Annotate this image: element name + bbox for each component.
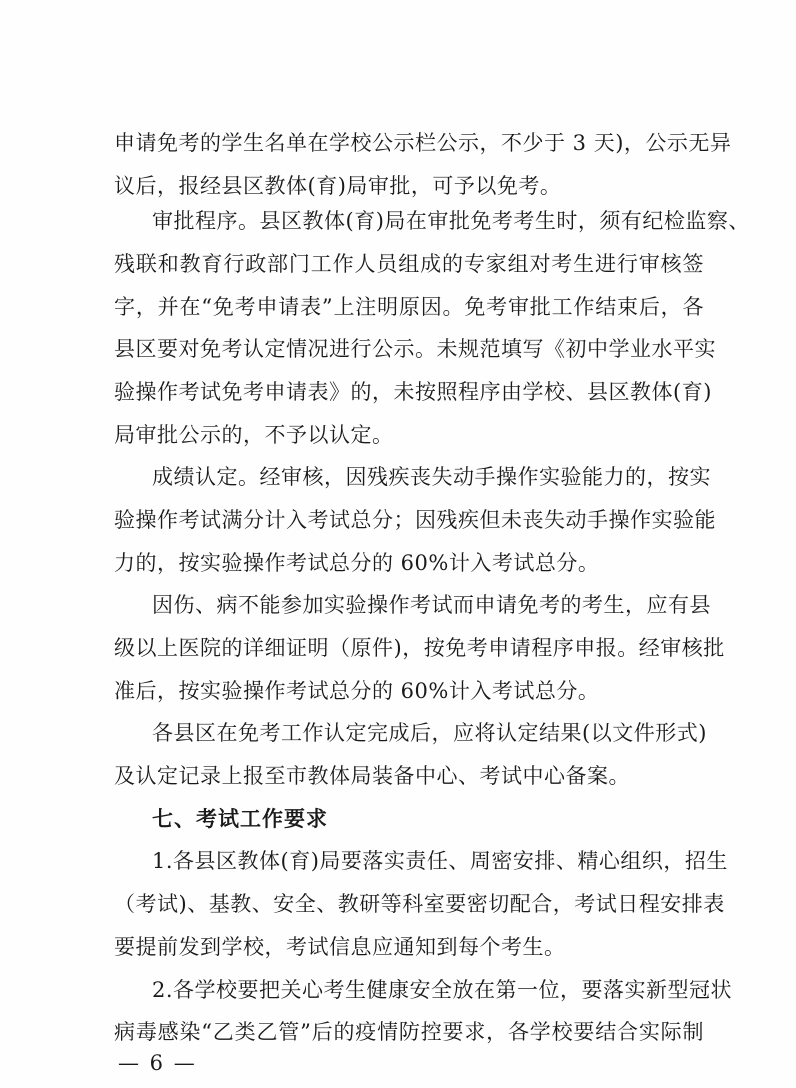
paragraph-line: 因伤、病不能参加实验操作考试而申请免考的考生，应有县	[152, 593, 711, 617]
paragraph-line: 议后，报经县区教体(育)局审批，可予以免考。	[114, 174, 562, 198]
paragraph-line: 局审批公示的，不予以认定。	[114, 423, 394, 447]
paragraph-line: 残联和教育行政部门工作人员组成的专家组对考生进行审核签	[114, 252, 704, 276]
paragraph-line: 字，并在“免考申请表”上注明原因。免考审批工作结束后，各	[114, 295, 704, 319]
paragraph-line: （考试)、基教、安全、教研等科室要密切配合，考试日程安排表	[114, 892, 725, 916]
page-number: — 6 —	[118, 1051, 197, 1075]
paragraph-line: 各县区在免考工作认定完成后，应将认定结果(以文件形式)	[152, 721, 707, 745]
paragraph-line: 病毒感染“乙类乙管”后的疫情防控要求，各学校要结合实际制	[114, 1020, 704, 1044]
paragraph-line: 力的，按实验操作考试总分的 60%计入考试总分。	[114, 551, 600, 575]
paragraph-line: 申请免考的学生名单在学校公示栏公示，不少于 3 天)，公示无异	[114, 131, 732, 155]
paragraph-line: 成绩认定。经审核，因残疾丧失动手操作实验能力的，按实	[152, 465, 711, 489]
paragraph-line: 2.各学校要把关心考生健康安全放在第一位，要落实新型冠状	[152, 978, 733, 1002]
paragraph-line: 要提前发到学校，考试信息应通知到每个考生。	[114, 935, 566, 959]
paragraph-line: 1.各县区教体(育)局要落实责任、周密安排、精心组织，招生	[152, 849, 728, 873]
paragraph-line: 县区要对免考认定情况进行公示。未规范填写《初中学业水平实	[114, 337, 716, 361]
paragraph-line: 验操作考试满分计入考试总分；因残疾但未丧失动手操作实验能	[114, 508, 716, 532]
paragraph-line: 验操作考试免考申请表》的，未按照程序由学校、县区教体(育)	[114, 380, 712, 404]
paragraph-line: 准后，按实验操作考试总分的 60%计入考试总分。	[114, 679, 600, 703]
paragraph-line: 及认定记录上报至市教体局装备中心、考试中心备案。	[114, 764, 630, 788]
section-heading: 七、考试工作要求	[152, 807, 328, 831]
paragraph-line: 审批程序。县区教体(育)局在审批免考考生时，须有纪检监察、	[152, 209, 750, 233]
paragraph-line: 级以上医院的详细证明（原件)，按免考申请程序申报。经审核批	[114, 636, 725, 660]
